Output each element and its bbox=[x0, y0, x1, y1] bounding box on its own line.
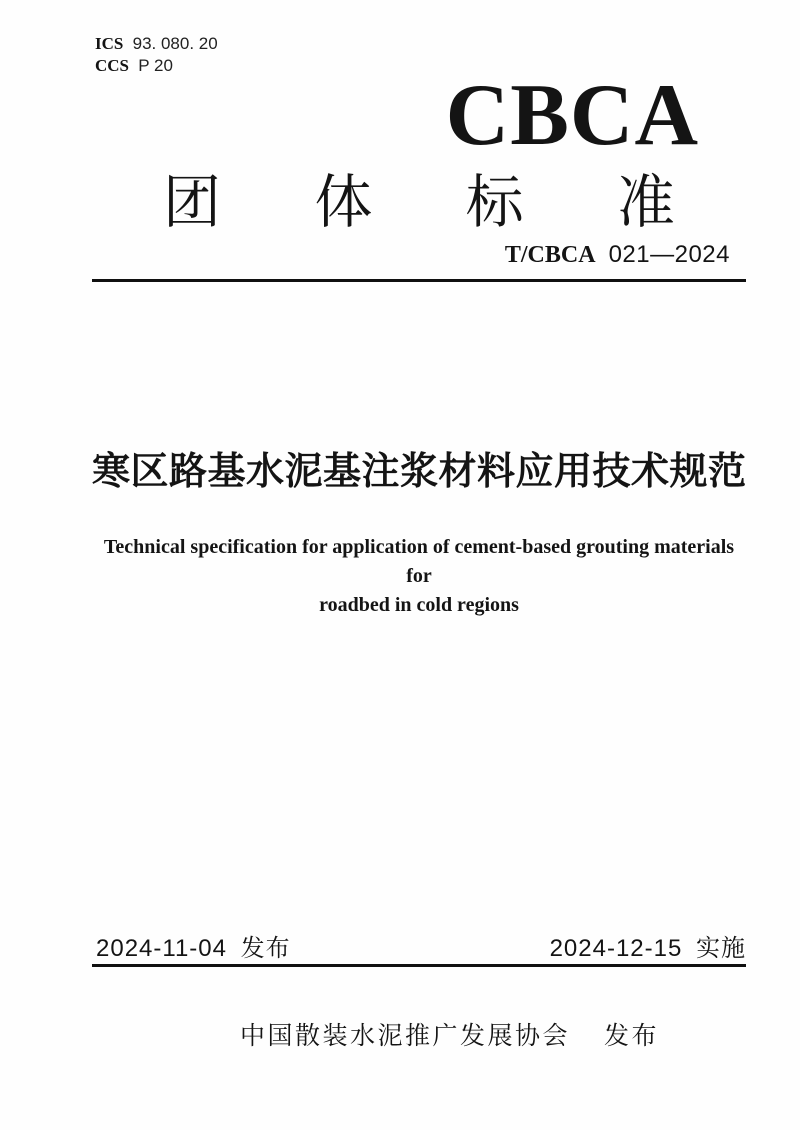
standard-number-prefix: T/CBCA bbox=[504, 242, 596, 268]
ics-code bbox=[95, 33, 218, 55]
standard-number bbox=[505, 243, 730, 267]
standard-title-en-line2: roadbed in cold regions bbox=[319, 594, 519, 616]
ics-value: 93. 080. 20 bbox=[132, 34, 218, 53]
ccs-value: P 20 bbox=[138, 56, 173, 75]
series-char-1: 团 bbox=[163, 170, 222, 235]
publisher-action: 发布 bbox=[604, 1023, 660, 1050]
standard-number-value: 021—2024 bbox=[608, 241, 730, 268]
dates-row bbox=[92, 935, 746, 963]
standard-title-cn: 寒区路基水泥基注浆材料应用技术规范 bbox=[92, 451, 747, 493]
implementation-date: 2024-12-15 bbox=[549, 935, 683, 962]
implementation-date-group bbox=[550, 935, 746, 963]
header-divider bbox=[92, 279, 746, 282]
implementation-label: 实施 bbox=[696, 935, 746, 962]
issue-label: 发布 bbox=[240, 935, 291, 962]
series-char-4: 准 bbox=[616, 170, 675, 235]
ics-label: ICS bbox=[95, 34, 124, 53]
standard-title-en-line1: Technical specification for application of cement-based grouting materials for bbox=[103, 536, 735, 587]
series-title bbox=[163, 170, 675, 235]
footer-divider bbox=[92, 964, 746, 967]
standard-title-en bbox=[92, 533, 746, 620]
ccs-code bbox=[95, 55, 218, 77]
issue-date: 2024-11-04 bbox=[96, 935, 227, 962]
association-logo: CBCA bbox=[445, 67, 699, 164]
ccs-label: CCS bbox=[95, 56, 130, 75]
series-char-2: 体 bbox=[314, 170, 373, 235]
series-char-3: 标 bbox=[465, 170, 524, 235]
publisher-name: 中国散装水泥推广发展协会 bbox=[240, 1023, 571, 1050]
issue-date-group bbox=[92, 935, 291, 963]
publisher-row bbox=[240, 1022, 659, 1052]
classification-codes bbox=[95, 33, 218, 77]
